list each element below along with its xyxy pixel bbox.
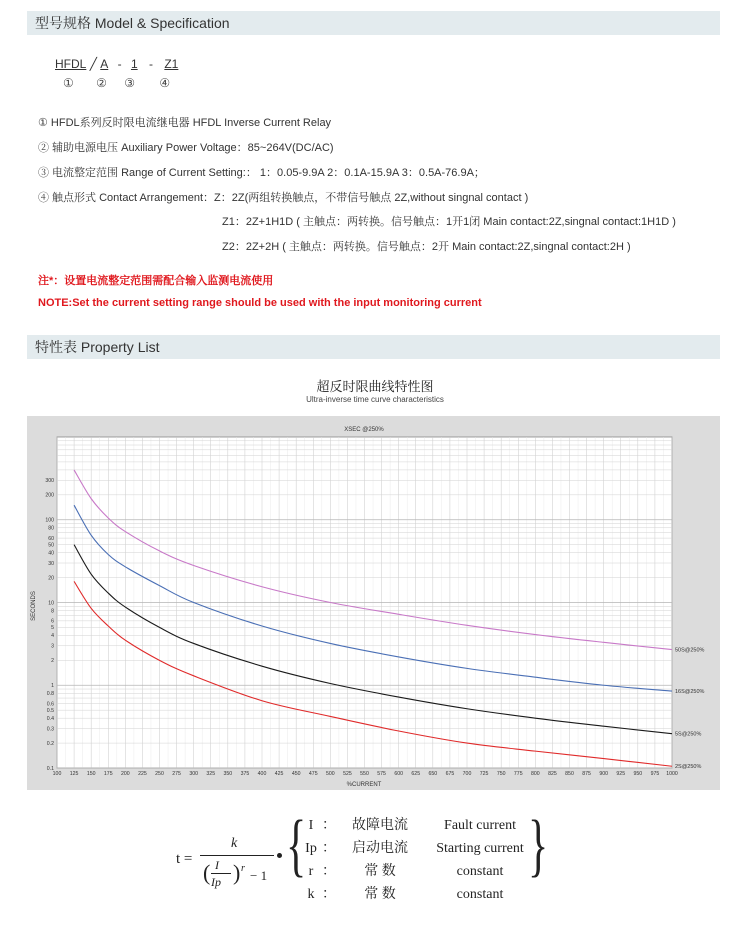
x-tick-label: 250 — [155, 771, 164, 777]
legend-en: constant — [456, 864, 504, 879]
spec-sub-z2: Z2：2Z+2H ( 主触点：两转换。信号触点：2开 Main contact:2Z,singnal contact:2H ) — [222, 241, 631, 253]
x-tick-label: 550 — [360, 771, 369, 777]
y-tick-label: 2 — [51, 658, 54, 665]
legend-row — [300, 837, 540, 857]
y-tick-label: 20 — [48, 575, 54, 582]
formula-exponent: r — [241, 863, 245, 874]
legend-symbol: k — [307, 887, 315, 902]
model-part-range: 1 — [130, 57, 138, 71]
y-tick-label: 0.6 — [46, 701, 54, 708]
x-tick-label: 825 — [548, 771, 557, 777]
formula-fraction-bar — [200, 855, 274, 856]
y-tick-label: 5 — [51, 625, 54, 632]
model-num-2: ② — [96, 76, 107, 90]
legend-symbol: Ip — [305, 841, 317, 856]
x-tick-label: 1000 — [666, 771, 678, 777]
x-tick-label: 350 — [223, 771, 233, 777]
formula-numerator: k — [231, 836, 238, 851]
legend-brace-open: { — [286, 807, 307, 884]
x-tick-label: 900 — [599, 771, 608, 777]
x-tick-label: 425 — [274, 771, 284, 777]
model-num-4: ④ — [159, 76, 171, 90]
y-tick-label: 8 — [51, 608, 54, 615]
x-tick-label: 450 — [291, 771, 301, 777]
series-label: 2S@250% — [675, 764, 702, 771]
x-tick-label: 100 — [52, 771, 62, 777]
y-tick-label: 0.3 — [46, 726, 54, 733]
time-curve-chart — [27, 416, 720, 790]
x-tick-label: 925 — [616, 771, 626, 777]
spec-line-voltage: ② 辅助电源电压 Auxiliary Power Voltage：85~264V(DC/AC) — [38, 142, 334, 154]
chart-inner-title: XSEC @250% — [344, 427, 384, 433]
y-tick-label: 4 — [51, 633, 54, 640]
model-num-3: ③ — [124, 76, 135, 90]
x-tick-label: 300 — [189, 771, 198, 777]
legend-en: Starting current — [436, 841, 524, 856]
y-tick-label: 200 — [45, 492, 54, 499]
x-tick-label: 325 — [206, 771, 216, 777]
model-numbers — [63, 76, 170, 90]
y-tick-label: 40 — [48, 550, 54, 557]
x-tick-label: 650 — [428, 771, 438, 777]
legend-symbol: I — [308, 818, 314, 833]
formula-paren-close: ) — [233, 860, 241, 885]
section-title-model: 型号规格 Model & Specification — [35, 15, 230, 31]
y-tick-label: 100 — [45, 517, 54, 524]
x-tick-label: 675 — [445, 771, 455, 777]
x-tick-label: 175 — [103, 771, 113, 777]
y-tick-label: 6 — [51, 618, 54, 625]
y-tick-label: 1 — [51, 683, 54, 690]
formula-paren-open: ( — [203, 860, 211, 885]
model-sep-dash-2: - — [149, 57, 153, 71]
note-en: NOTE:Set the current setting range should be used with the input monitoring current — [38, 297, 482, 309]
y-tick-label: 10 — [48, 600, 54, 607]
x-tick-label: 200 — [121, 771, 130, 777]
formula-den-var: I — [215, 858, 219, 872]
x-tick-label: 950 — [633, 771, 643, 777]
legend-separator: ： — [322, 841, 336, 856]
series-label: 16S@250% — [675, 689, 705, 696]
x-tick-label: 750 — [496, 771, 506, 777]
spec-line-contact: ④ 触点形式 Contact Arrangement：Z：2Z(两组转换触点，不带信号触点 2Z,without singnal contact ) — [38, 192, 529, 204]
formula-den-sub: Ip — [211, 875, 221, 889]
legend-cn: 启动电流 — [352, 841, 408, 856]
x-tick-label: 850 — [565, 771, 574, 777]
y-tick-label: 50 — [48, 542, 54, 549]
note-cn: 注*：设置电流整定范围需配合输入监测电流使用 — [38, 275, 274, 287]
y-tick-label: 0.8 — [46, 691, 54, 698]
x-axis-label: %CURRENT — [346, 782, 382, 788]
x-tick-label: 375 — [240, 771, 250, 777]
x-tick-label: 725 — [479, 771, 489, 777]
x-tick-label: 775 — [513, 771, 523, 777]
legend-row — [300, 814, 540, 834]
model-num-1: ① — [63, 76, 74, 90]
formula-minus-one: − 1 — [250, 868, 268, 883]
section-title-property: 特性表 Property List — [35, 339, 160, 355]
x-tick-label: 475 — [308, 771, 318, 777]
model-sep-dash-1: - — [117, 57, 122, 71]
legend-row — [300, 860, 540, 880]
y-tick-label: 0.1 — [46, 765, 54, 772]
model-part-power: A — [100, 57, 109, 71]
x-tick-label: 975 — [650, 771, 660, 777]
y-tick-label: 300 — [45, 478, 54, 485]
x-tick-label: 275 — [172, 771, 181, 777]
y-tick-label: 80 — [48, 525, 54, 532]
series-label: 5S@250% — [675, 731, 702, 738]
legend-separator: ： — [322, 818, 336, 833]
y-axis-label: SECONDS — [31, 591, 37, 621]
legend-separator: ： — [322, 864, 336, 879]
section-header-property — [27, 335, 720, 359]
legend-cn: 常 数 — [364, 887, 396, 902]
spec-line-current-range: ③ 电流整定范围 Range of Current Setting:： 1：0.05-9.9A 2：0.1A-15.9A 3：0.5A-76.9A； — [38, 167, 485, 179]
x-tick-label: 875 — [582, 771, 591, 777]
x-tick-label: 525 — [343, 771, 352, 777]
x-tick-label: 125 — [69, 771, 79, 777]
model-sep-slash: ╱ — [89, 57, 97, 71]
x-tick-label: 225 — [138, 771, 147, 777]
series-label: 50S@250% — [675, 647, 705, 654]
model-part-series: HFDL — [55, 57, 87, 71]
x-tick-label: 500 — [326, 771, 335, 777]
legend-brace-close: } — [528, 807, 549, 884]
formula-dot — [277, 853, 282, 858]
y-tick-label: 0.5 — [46, 707, 54, 714]
x-tick-label: 150 — [86, 771, 96, 777]
legend-separator: ： — [322, 887, 336, 902]
y-tick-label: 60 — [48, 535, 54, 542]
legend-cn: 常 数 — [364, 864, 396, 879]
legend-en: constant — [456, 887, 504, 902]
formula-lhs: t = — [176, 851, 193, 867]
y-tick-label: 0.4 — [46, 715, 54, 722]
chart-subtitle-en: Ultra-inverse time curve characteristics — [306, 395, 444, 404]
legend-en: Fault current — [444, 818, 516, 833]
model-code — [55, 57, 178, 71]
legend-symbol: r — [308, 864, 314, 879]
x-tick-label: 625 — [411, 771, 421, 777]
x-tick-label: 600 — [394, 771, 403, 777]
spec-line-series: ① HFDL系列反时限电流继电器 HFDL Inverse Current Relay — [38, 117, 332, 129]
chart-title-cn: 超反时限曲线特性图 — [316, 379, 434, 394]
spec-sub-z1: Z1：2Z+1H1D ( 主触点：两转换。信号触点：1开1闭 Main contact:2Z,singnal contact:1H1D ) — [222, 216, 676, 228]
x-tick-label: 575 — [377, 771, 386, 777]
y-tick-label: 30 — [48, 560, 54, 567]
legend-cn: 故障电流 — [352, 818, 408, 833]
y-tick-label: 0.2 — [46, 740, 54, 747]
formula-inner-bar — [211, 873, 231, 874]
x-tick-label: 700 — [462, 771, 472, 777]
y-tick-label: 3 — [51, 643, 54, 650]
x-tick-label: 400 — [257, 771, 267, 777]
section-header-model — [27, 11, 720, 35]
model-part-contact: Z1 — [164, 57, 179, 71]
legend-row — [300, 883, 540, 903]
x-tick-label: 800 — [531, 771, 540, 777]
